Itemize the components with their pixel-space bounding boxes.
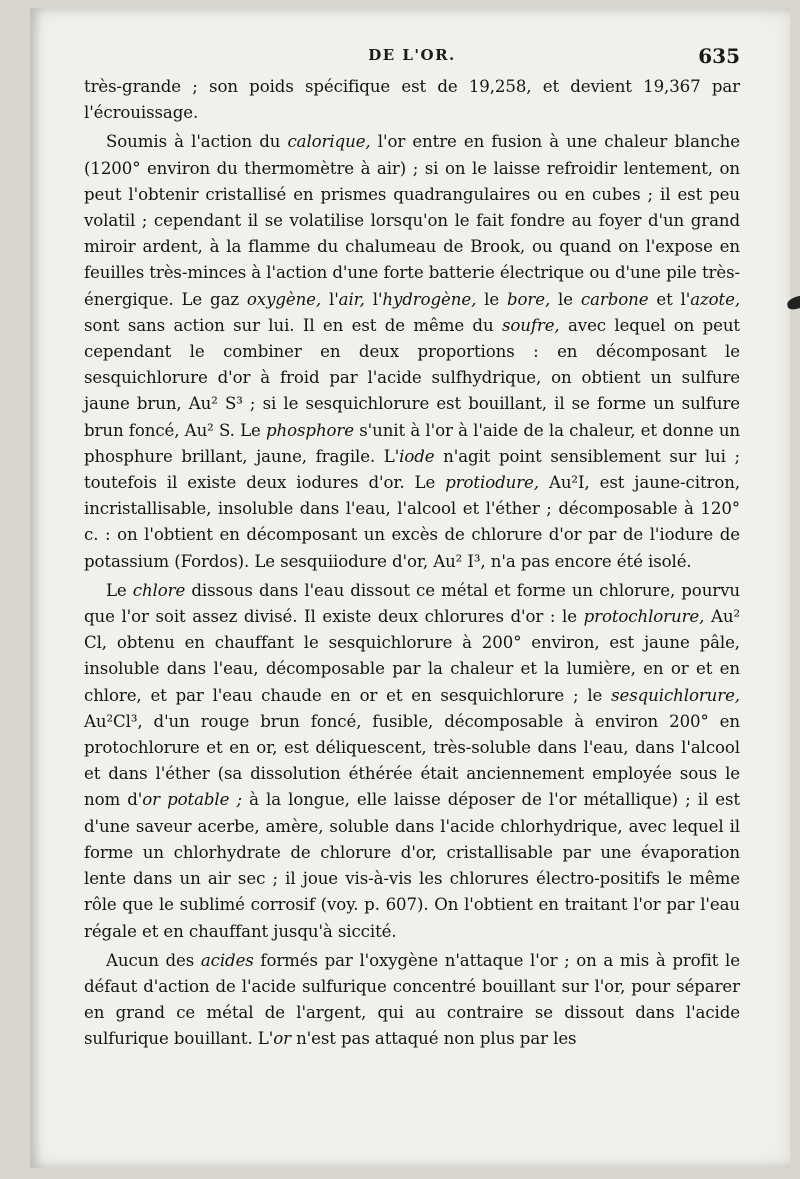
text-run: dissous dans l'eau dissout ce métal et forme un chlorure, pourvu que l'or soit assez divisé. Il existe deux chlorures d'or : le: [84, 580, 740, 627]
text-run: Au² Cl, obtenu en chauffant le sesquichlorure à 200° environ, est jaune pâle, insoluble dans l'eau, décomposable par la chaleur et la lumière, en or et en chlore, et par l'eau chaude en or et en sesquichlorure ; le: [84, 607, 740, 705]
text-run: Aucun des: [106, 950, 201, 970]
text-run: Au²Cl³, d'un rouge brun foncé, fusible, décomposable à environ 200° en protochlorure et en or, est déliquescent, très-soluble dans l'eau, dans l'alcool et dans l'éther (sa dissolution éthérée était anciennement employée sous le nom d': [84, 711, 740, 810]
italic-term: air,: [338, 289, 365, 309]
italic-term: azote,: [690, 289, 741, 309]
text-run: l': [321, 289, 339, 309]
italic-term: carbone: [580, 289, 649, 309]
italic-term: phosphore: [266, 420, 354, 440]
italic-term: bore,: [507, 289, 551, 309]
text-run: n'est pas attaqué non plus par les: [290, 1029, 577, 1049]
body-text: [84, 74, 740, 1053]
text-run: l': [364, 289, 383, 309]
paragraph-p3: [84, 578, 740, 945]
running-title: DE L'OR.: [368, 46, 456, 64]
text-run: Soumis à l'action du: [106, 132, 288, 152]
paragraph-p4: [84, 948, 740, 1053]
paragraph-p2: [84, 129, 740, 574]
text-run: sont sans action sur lui. Il en est de même du: [84, 315, 502, 335]
italic-term: acides: [200, 950, 254, 970]
text-run: et l': [648, 289, 691, 309]
italic-term: calorique,: [287, 132, 371, 152]
text-run: très-grande ; son poids spécifique est de 19,258, et devient 19,367 par l'écrouissage.: [84, 77, 740, 123]
text-run: le: [476, 289, 508, 309]
paragraph-p1: [84, 74, 740, 126]
text-run: avec lequel on peut cependant le combiner en deux proportions : en décomposant le sesquichlorure d'or à froid par l'acide sulfhydrique, on obtient un sulfure jaune brun, Au² S³ ; si le sesquichlorure est bouillant, il se forme un sulfure brun foncé, Au² S. Le: [84, 315, 740, 440]
italic-term: sesquichlorure,: [611, 685, 740, 705]
text-run: à la longue, elle laisse déposer de l'or métallique) ; il est d'une saveur acerbe, amère, soluble dans l'acide chlorhydrique, avec lequel il forme un chlorhydrate de chlorure d'or, cristallisable par une évaporation lente dans un air sec ; il joue vis-à-vis les chlorures électro-positifs le même rôle que le sublimé corrosif (voy. p. 607). On l'obtient en traitant l'or par l'eau régale et en chauffant jusqu'à siccité.: [84, 790, 740, 941]
text-run: formés par l'oxygène n'attaque l'or ; on a mis à profit le défaut d'action de l'acide sulfurique concentré bouillant sur l'or, pour séparer en grand ce métal de l'argent, qui au contraire se dissout dans l'acide sulfurique bouillant. L': [84, 950, 740, 1049]
italic-term: or potable ;: [142, 790, 242, 810]
margin-ink-mark: [786, 293, 800, 310]
italic-term: oxygène,: [246, 289, 322, 309]
italic-term: protiodure,: [445, 473, 539, 493]
page-header: [84, 44, 740, 74]
italic-term: protochlorure,: [583, 607, 705, 627]
italic-term: or: [273, 1029, 291, 1049]
text-run: Le: [106, 580, 133, 600]
italic-term: hydrogène,: [382, 289, 477, 309]
text-run: s'unit à l'or à l'aide de la chaleur, et donne un phosphure brillant, jaune, fragile. L': [84, 420, 740, 466]
text-run: le: [550, 289, 581, 309]
text-run: Au²I, est jaune-citron, incristallisable, insoluble dans l'eau, l'alcool et l'éther ; décomposable à 120° c. : on l'obtient en décomposant un excès de chlorure d'or par de l'iodure de potassium (Fordos). Le sesquiiodure d'or, Au² I³, n'a pas encore été isolé.: [84, 473, 740, 571]
page-number: 635: [698, 44, 740, 68]
italic-term: soufre,: [501, 315, 560, 335]
italic-term: iode: [399, 446, 435, 466]
text-run: l'or entre en fusion à une chaleur blanche (1200° environ du thermomètre à air) ; si on le laisse refroidir lentement, on peut l'obtenir cristallisé en prismes quadrangulaires ou en cubes ; il est peu volatil ; cependant il se volatilise lorsqu'on le fait fondre au foyer d'un grand miroir ardent, à la flamme du chalumeau de Brook, ou quand on l'expose en feuilles très-minces à l'action d'une forte batterie électrique ou d'une pile très-énergique. Le gaz: [84, 132, 740, 309]
text-run: n'agit point sensiblement sur lui ; toutefois il existe deux iodures d'or. Le: [84, 446, 740, 493]
italic-term: chlore: [132, 580, 186, 600]
